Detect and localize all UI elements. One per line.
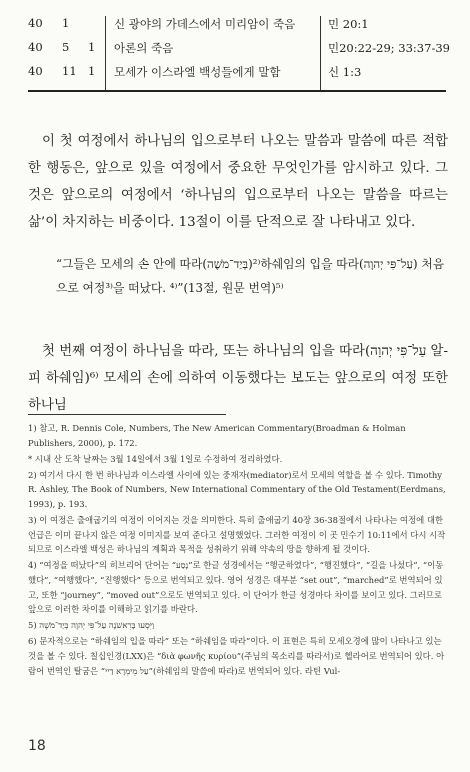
cell-day: 1 — [88, 64, 96, 78]
cell-event: 신 광야의 가데스에서 미리암이 죽음 — [114, 17, 296, 31]
table-row — [28, 16, 446, 40]
cell-year: 40 — [28, 16, 43, 30]
cell-event: 모세가 이스라엘 백성들에게 말함 — [114, 65, 281, 79]
footnote: 6) 문자적으로는 “하쉐임의 입을 따라” 또는 “하쉐임을 따라”이다. 이 표현은 특히 모세오경에 많이 나타나고 있는 것을 볼 수 있다. 칠십인경(LXX)은 “διὰ φωνῆς κυρίου”(주님의 목소리를 따라서)로 헬라어로 번역되어 있다. 아람어 번역인 탈굼은 “עַל מֵימְרָא דַיי”(하쉐임의 말씀에 따라)로 번역되어 있다. 라틴 Vul- — [28, 636, 445, 676]
footnotes — [28, 421, 448, 680]
footnote: 2) 여기서 다시 한 번 하나님과 이스라엘 사이에 있는 중재자(mediator)로서 모세의 역할을 볼 수 있다. Timothy R. Ashley, The Book of Numbers, New International Commentary of the Old Testament(Eerdmans, 1993), p. 193. — [28, 469, 446, 509]
table-row — [28, 64, 446, 88]
chronology-table — [28, 16, 450, 88]
cell-reference: 민20:22-29; 33:37-39 — [328, 41, 450, 55]
footnote: 3) 이 여정은 출애굽기의 여정이 이어지는 것을 의미한다. 특히 출애굽기 40장 36-38절에서 나타나는 여정에 대한 언급은 이미 끝나지 않은 여정 이미지를 보여 준다고 설명했었다. 그러한 여정이 이 곳 민수기 10:11에서 다시 시작되므로 이스라엘 백성은 하나님의 계획과 목적을 성취하기 위해 약속의 땅을 향하게 될 것이다. — [28, 515, 446, 555]
cell-event: 아론의 죽음 — [114, 41, 174, 55]
cell-month: 11 — [62, 64, 77, 78]
cell-month: 5 — [62, 40, 70, 54]
body-paragraph: 이 첫 여정에서 하나님의 입으로부터 나오는 말씀과 말씀에 따른 적합한 행동은, 앞으로 있을 여정에서 중요한 무엇인가를 암시하고 있다. 그것은 앞으로의 여정에서 ‘하나님의 입으로부터 나오는 말씀을 따르는 삶’이 차지하는 비중이다. 13절이 이를 단적으로 잘 나타내고 있다. — [28, 134, 448, 230]
cell-year: 40 — [28, 64, 43, 78]
cell-reference: 신 1:3 — [328, 65, 362, 79]
footnote: 4) “여정을 떠났다”의 히브리어 단어는 “נָסַע”로 한글 성경에서는 “행군하였다”, “행진했다”, “길을 나섰다”, “이동했다”, “여행했다”, “진행했다” 등으로 번역되고 있다. 영어 성경은 대부분 “set out”, “marched”로 번역되어 있고, 또한 “journey”, “moved out”으로도 번역되고 있다. 이 단어가 한글 성경마다 차이를 보이고 있다. 그러므로 앞으로 이러한 차이를 이해하고 읽기를 바란다. — [28, 560, 444, 615]
table-divider — [320, 16, 321, 90]
table-divider — [105, 16, 106, 90]
cell-reference: 민 20:1 — [328, 17, 369, 31]
cell-month: 1 — [62, 16, 70, 30]
cell-year: 40 — [28, 40, 43, 54]
footnote: 5) וַיִּסְעוּ בָּרִאשֹׁנָה עַל־פִּי יְהוָה בְּיַד־מֹשֶׁה — [28, 620, 155, 631]
table-row — [28, 40, 450, 64]
block-quote: “그들은 모세의 손 안에 따라(בְּיַד־מֹשֶׁה)²⁾하쉐임의 입을 따라(עַל־פִּי יְהוָה) 처음으로 여정³⁾을 떠났다. ⁴⁾”(13절, 원문 번역)⁵⁾ — [56, 257, 445, 295]
cell-day: 1 — [88, 40, 96, 54]
footnote-divider — [28, 414, 226, 415]
table-bottom-rule — [28, 90, 446, 92]
body-paragraph: 첫 번째 여정이 하나님을 따라, 또는 하나님의 입을 따라(עַל־פִּי יְהוָה 알-피 하쉐임)⁶⁾ 모세의 손에 의하여 이동했다는 보도는 앞으로의 여정 또한 하나님 — [28, 344, 449, 413]
page-number: 18 — [28, 738, 46, 754]
footnote: 1) 참고, R. Dennis Cole, Numbers, The New American Commentary(Broadman & Holman Publishers, 2000), p. 172. — [28, 423, 406, 448]
footnote: * 시내 산 도착 날짜는 3월 14일에서 3월 1일로 수정하여 정리하였다. — [28, 453, 283, 464]
